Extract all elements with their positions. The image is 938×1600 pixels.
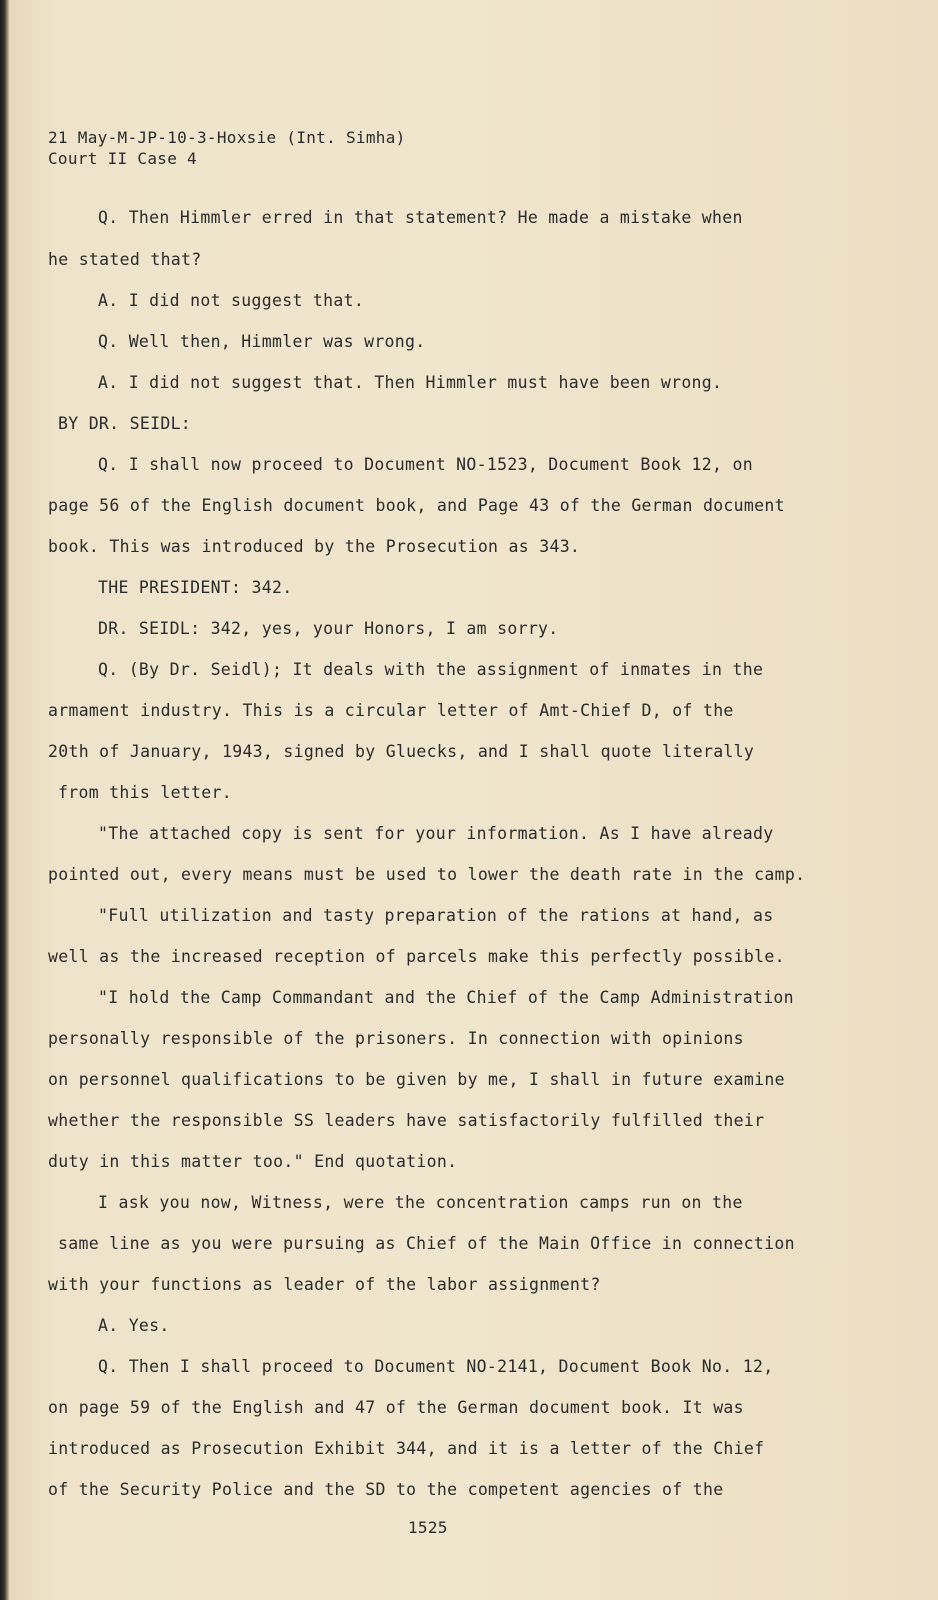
text-line: A. Yes. bbox=[98, 1316, 170, 1335]
text-line: from this letter. bbox=[58, 783, 232, 802]
header-line-2: Court II Case 4 bbox=[48, 149, 197, 168]
text-line: introduced as Prosecution Exhibit 344, and it is a letter of the Chief bbox=[48, 1439, 765, 1458]
text-line: personally responsible of the prisoners. In connection with opinions bbox=[48, 1029, 744, 1048]
page-number: 1525 bbox=[408, 1518, 448, 1537]
text-line: "The attached copy is sent for your information. As I have already bbox=[98, 824, 774, 843]
text-line: on personnel qualifications to be given by me, I shall in future examine bbox=[48, 1070, 785, 1089]
text-line: well as the increased reception of parcels make this perfectly possible. bbox=[48, 947, 785, 966]
text-line: BY DR. SEIDL: bbox=[58, 414, 192, 433]
text-line: Q. (By Dr. Seidl); It deals with the assignment of inmates in the bbox=[98, 660, 764, 679]
text-line: Q. Well then, Himmler was wrong. bbox=[98, 332, 426, 351]
text-line: duty in this matter too." End quotation. bbox=[48, 1152, 458, 1171]
text-line: THE PRESIDENT: 342. bbox=[98, 578, 293, 597]
text-line: I ask you now, Witness, were the concentration camps run on the bbox=[98, 1193, 743, 1212]
text-line: Q. Then I shall proceed to Document NO-2141, Document Book No. 12, bbox=[98, 1357, 774, 1376]
text-line: Q. Then Himmler erred in that statement? He made a mistake when bbox=[98, 208, 743, 227]
text-line: A. I did not suggest that. Then Himmler must have been wrong. bbox=[98, 373, 723, 392]
text-line: A. I did not suggest that. bbox=[98, 291, 365, 310]
text-line: "I hold the Camp Commandant and the Chief of the Camp Administration bbox=[98, 988, 794, 1007]
text-line: whether the responsible SS leaders have satisfactorily fulfilled their bbox=[48, 1111, 765, 1130]
header-line-1: 21 May-M-JP-10-3-Hoxsie (Int. Simha) bbox=[48, 128, 406, 147]
text-line: same line as you were pursuing as Chief of the Main Office in connection bbox=[58, 1234, 795, 1253]
text-line: page 56 of the English document book, and Page 43 of the German document bbox=[48, 496, 785, 515]
text-line: pointed out, every means must be used to lower the death rate in the camp. bbox=[48, 865, 806, 884]
text-line: Q. I shall now proceed to Document NO-1523, Document Book 12, on bbox=[98, 455, 753, 474]
text-line: DR. SEIDL: 342, yes, your Honors, I am sorry. bbox=[98, 619, 559, 638]
text-line: of the Security Police and the SD to the competent agencies of the bbox=[48, 1480, 724, 1499]
text-line: "Full utilization and tasty preparation of the rations at hand, as bbox=[98, 906, 774, 925]
text-line: book. This was introduced by the Prosecution as 343. bbox=[48, 537, 581, 556]
text-line: armament industry. This is a circular letter of Amt-Chief D, of the bbox=[48, 701, 734, 720]
text-line: with your functions as leader of the labor assignment? bbox=[48, 1275, 601, 1294]
text-line: he stated that? bbox=[48, 250, 202, 269]
page-edge bbox=[0, 0, 9, 1600]
text-line: 20th of January, 1943, signed by Gluecks, and I shall quote literally bbox=[48, 742, 755, 761]
text-line: on page 59 of the English and 47 of the German document book. It was bbox=[48, 1398, 744, 1417]
